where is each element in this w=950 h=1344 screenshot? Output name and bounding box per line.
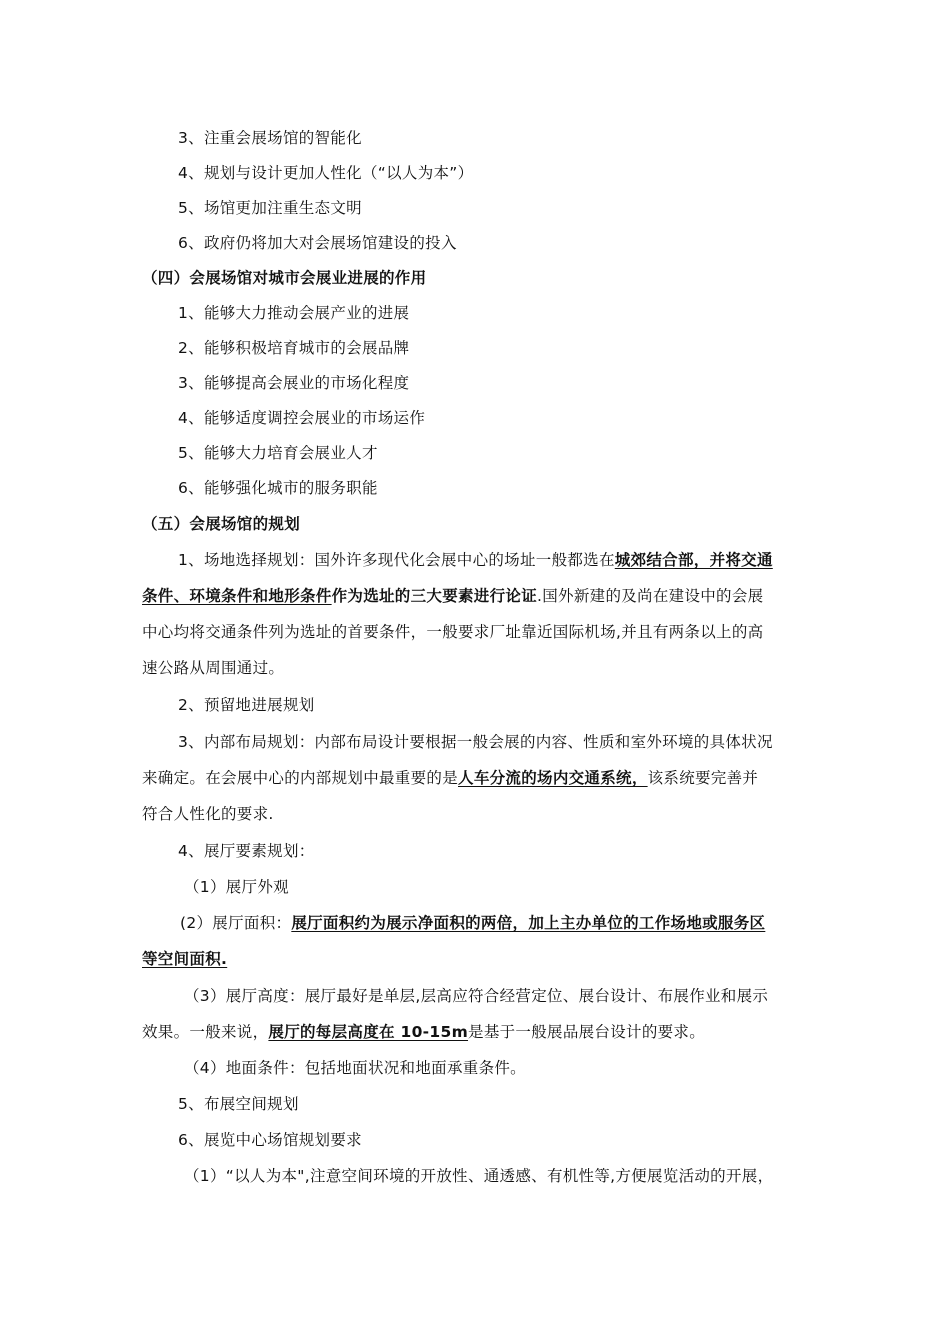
paragraph-line: 3、内部布局规划：内部布局设计要根据一般会展的内容、性质和室外环境的具体状况 (178, 733, 773, 751)
paragraph-line (142, 1021, 705, 1043)
list-item: 1、能够大力推动会展产业的进展 (178, 304, 410, 322)
text-run: (2）展厅面积： (180, 914, 292, 932)
list-item: 5、场馆更加注重生态文明 (178, 199, 362, 217)
bold-text: 作为选址的三大要素进行论证 (331, 587, 538, 605)
paragraph-line: 5、布展空间规划 (178, 1095, 299, 1113)
section-heading-5: （五）会展场馆的规划 (142, 515, 301, 533)
text-run: 来确定。在会展中心的内部规划中最重要的是 (142, 769, 459, 787)
list-item: 3、能够提高会展业的市场化程度 (178, 374, 410, 392)
list-item: 6、政府仍将加大对会展场馆建设的投入 (178, 234, 457, 252)
list-item: 2、能够积极培育城市的会展品牌 (178, 339, 410, 357)
paragraph-line: 6、展览中心场馆规划要求 (178, 1131, 362, 1149)
paragraph-line: （1）展厅外观 (184, 878, 289, 896)
paragraph-line: 4、展厅要素规划： (178, 842, 315, 860)
paragraph-line: （1）“以人为本",注意空间环境的开放性、通透感、有机性等,方便展览活动的开展， (184, 1167, 774, 1185)
emphasis-text: 展厅面积约为展示净面积的两倍，加上主办单位的工作场地或服务区 (291, 914, 766, 932)
emphasis-text: 等空间面积. (142, 950, 228, 968)
list-item: 4、能够适度调控会展业的市场运作 (178, 409, 426, 427)
text-run: 1、场地选择规划：国外许多现代化会展中心的场址一般都选在 (178, 551, 615, 569)
paragraph-line (142, 585, 763, 607)
paragraph-line (142, 767, 758, 789)
section-heading-4: （四）会展场馆对城市会展业进展的作用 (142, 269, 427, 287)
paragraph-line: （4）地面条件：包括地面状况和地面承重条件。 (184, 1059, 526, 1077)
emphasis-text: 条件、环境条件和地形条件 (142, 587, 332, 605)
paragraph-line: （3）展厅高度：展厅最好是单层,层高应符合经营定位、展台设计、布展作业和展示 (184, 987, 769, 1005)
list-item: 6、能够强化城市的服务职能 (178, 479, 378, 497)
paragraph-line (178, 549, 773, 571)
paragraph-line: 2、预留地进展规划 (178, 696, 315, 714)
list-item: 4、规划与设计更加人性化（“以人为本”） (178, 164, 474, 182)
paragraph-line: 中心均将交通条件列为选址的首要条件，一般要求厂址靠近国际机场,并且有两条以上的高 (142, 623, 764, 641)
emphasis-text: 展厅的每层高度在 10-15m (268, 1023, 469, 1041)
text-run: 该系统要完善并 (647, 769, 759, 787)
list-item: 3、注重会展场馆的智能化 (178, 129, 362, 147)
emphasis-text: 人车分流的场内交通系统， (458, 769, 648, 787)
list-item: 5、能够大力培育会展业人才 (178, 444, 378, 462)
text-run: 效果。一般来说， (142, 1023, 269, 1041)
paragraph-line: 速公路从周围通过。 (142, 659, 285, 677)
paragraph-line: 符合人性化的要求. (142, 805, 274, 823)
text-run: .国外新建的及尚在建设中的会展 (537, 587, 764, 605)
text-run: 是基于一般展品展台设计的要求。 (468, 1023, 706, 1041)
paragraph-line (180, 912, 765, 934)
emphasis-text: 城郊结合部，并将交通 (614, 551, 773, 569)
